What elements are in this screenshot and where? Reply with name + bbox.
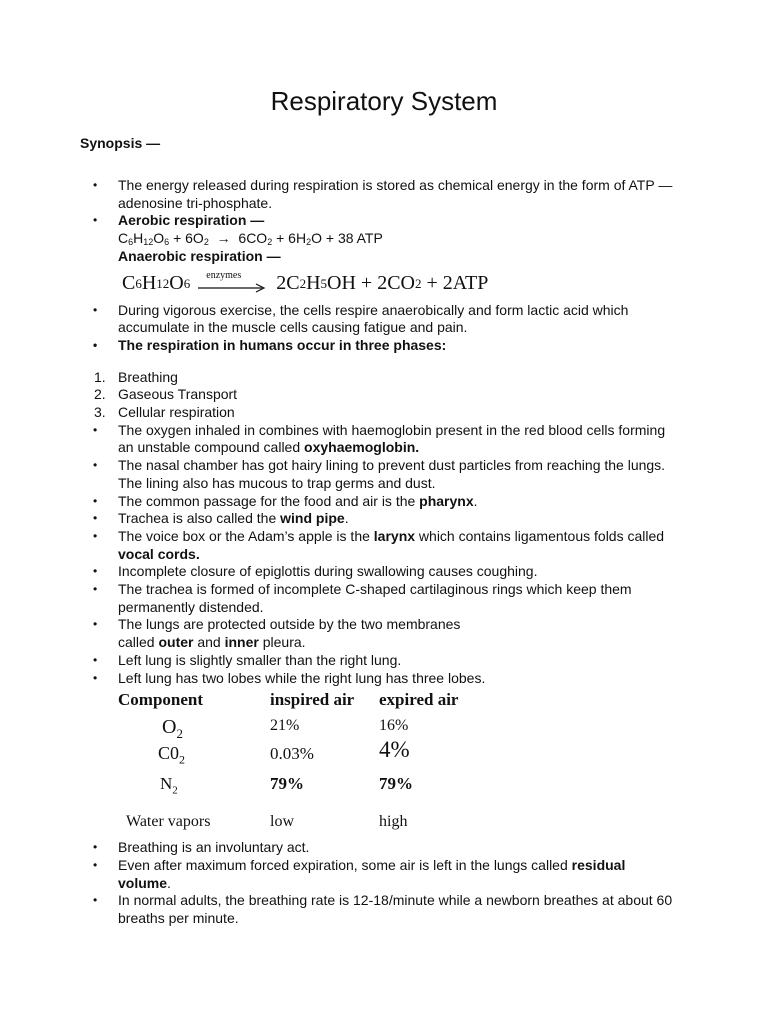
table-cell-component: $O_2$: [162, 716, 183, 742]
list-item-residual: • Even after maximum forced expiration, some air is left in the lungs called residual volume.: [80, 857, 680, 892]
table-cell-component: $C0_2$: [158, 743, 186, 767]
phases-list: [80, 369, 680, 422]
list-item-nasal: • The nasal chamber has got hairy lining to prevent dust particles from reaching the lungs. The lining also has mucous to trap germs and dust.: [80, 457, 680, 492]
page-title: Respiratory System: [270, 86, 498, 116]
table-cell-expired: 4%: [379, 737, 410, 763]
table-cell-inspired: 79%: [270, 774, 304, 794]
table-cell-inspired: low: [270, 813, 294, 831]
list-item-cartilage: • The trachea is formed of incomplete C-shaped cartilaginous rings which keep them permanently distended.: [80, 581, 680, 616]
table-header-component: Component: [118, 690, 204, 710]
enzymes-label: enzymes: [206, 269, 242, 281]
list-item-pleura: • The lungs are protected outside by the two membranes called outer and inner pleura.: [80, 616, 680, 651]
list-item-breathing-rate: • In normal adults, the breathing rate is 12-18/minute while a newborn breathes at about 60 breaths per minute.: [80, 892, 680, 927]
table-cell-expired: high: [379, 813, 408, 831]
list-item-lactic: • During vigorous exercise, the cells respire anaerobically and form lactic acid which accumulate in the muscle cells causing fatigue and pain.: [80, 302, 680, 337]
list-item-epiglottis: • Incomplete closure of epiglottis during swallowing causes coughing.: [80, 563, 680, 581]
list-item-larynx: • The voice box or the Adam’s apple is the larynx which contains ligamentous folds called vocal cords.: [80, 528, 680, 563]
table-cell-expired: 16%: [379, 717, 409, 735]
list-item-involuntary: • Breathing is an involuntary act.: [80, 839, 680, 857]
list-item-trachea: • Trachea is also called the wind pipe.: [80, 510, 680, 528]
list-item-atp: • The energy released during respiration is stored as chemical energy in the form of ATP — adenosine tri-phosphate.: [80, 177, 680, 212]
phase-item: 1. Breathing: [94, 368, 178, 385]
table-cell-inspired: 21%: [270, 717, 300, 735]
synopsis-heading: Synopsis —: [80, 135, 161, 151]
phase-item: 2. Gaseous Transport: [94, 386, 238, 403]
air-composition-table: [118, 687, 680, 839]
aerobic-heading: Aerobic respiration —: [118, 212, 265, 229]
aerobic-equation: $C_6H_{12}O_6 + 6O_2 \to 6CO_2 + 6H_2O + 38$ ATP: [118, 230, 383, 248]
table-cell-inspired: 0.03%: [270, 744, 314, 764]
table-header-inspired: inspired air: [270, 690, 355, 710]
synopsis-list: [80, 177, 680, 928]
list-item-lobes: • Left lung has two lobes while the right lung has three lobes.: [80, 670, 680, 688]
table-header-expired: expired air: [379, 690, 459, 710]
anaerobic-equation: C 6 H 12 O 6 enzymes 2C 2 H 5 OH + 2CO 2 + 2ATP: [80, 266, 680, 302]
enzymes-arrow: [196, 269, 270, 295]
phase-item: 3. Cellular respiration: [94, 404, 235, 421]
list-item-left-lung: • Left lung is slightly smaller than the right lung.: [80, 652, 680, 670]
table-cell-expired: 79%: [379, 774, 413, 794]
anaerobic-heading: Anaerobic respiration —: [118, 247, 281, 264]
table-cell-component: $N_2$: [160, 774, 178, 797]
list-item-pharynx: • The common passage for the food and air is the pharynx.: [80, 493, 680, 511]
table-cell-component: Water vapors: [126, 813, 211, 831]
list-item-phases: • The respiration in humans occur in three phases:: [80, 337, 680, 355]
list-item-oxyhaemoglobin: • The oxygen inhaled in combines with haemoglobin present in the red blood cells forming an unstable compound called oxyhaemoglobin.: [80, 422, 680, 457]
arrow-icon: [196, 283, 270, 293]
list-item-aerobic: [80, 212, 680, 265]
